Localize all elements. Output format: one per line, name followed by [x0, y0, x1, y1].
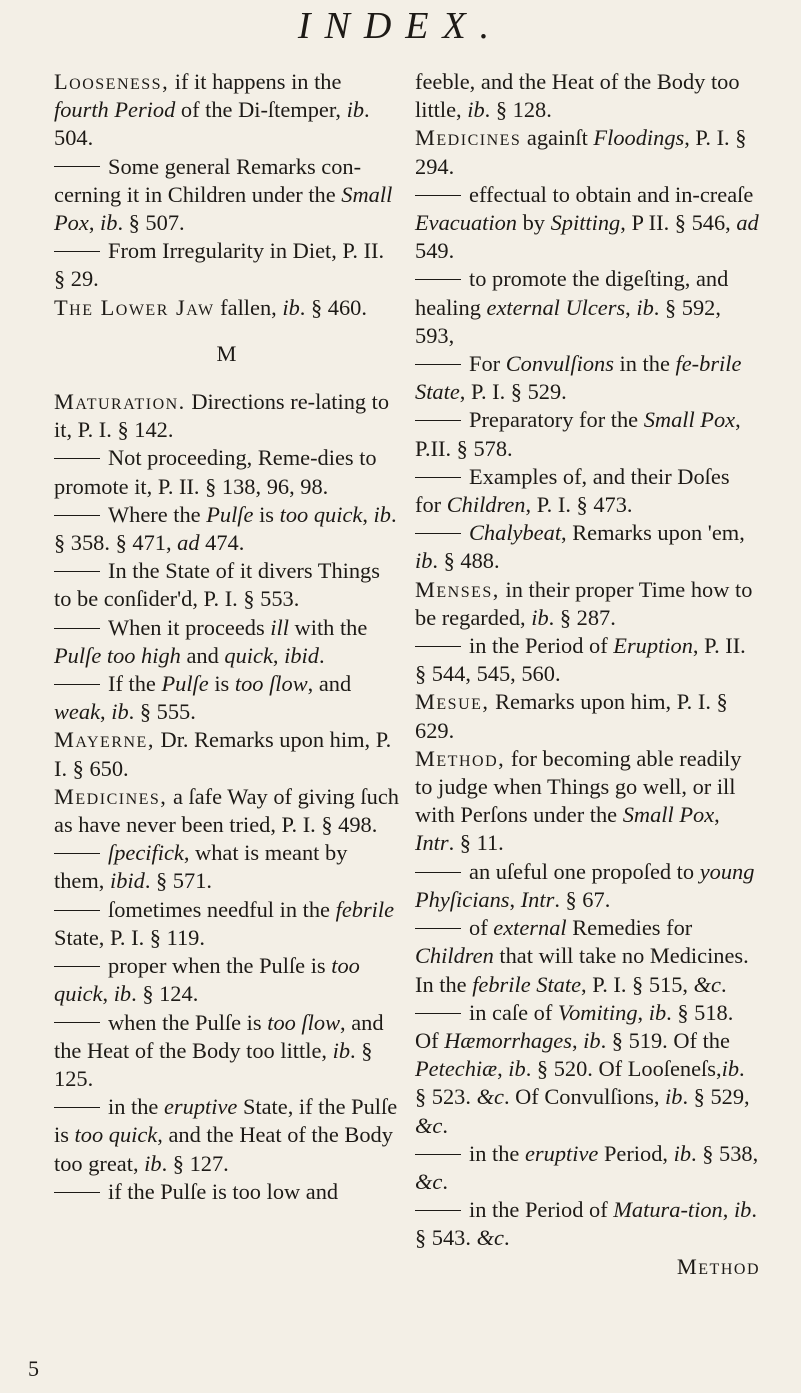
entry-medicines-eruptive: in the eruptive State, if the Pulſe is too quick, and the Heat of the Body too great, ib. § 127. — [54, 1094, 398, 1176]
entry-maturation-things: In the State of it divers Things to be conſider'd, P. I. § 553. — [54, 558, 380, 612]
entry-medicines-floodings: Medicines againſt Floodings, P. I. § 294. — [415, 125, 747, 179]
left-column — [54, 68, 399, 1206]
entry-medicines-examples: Examples of, and their Doſes for Children, P. I. § 473. — [415, 463, 730, 518]
entry-medicines-preparatory: Preparatory for the Small Pox, P.II. § 578. — [415, 407, 741, 461]
page-number: 5 — [28, 1356, 39, 1381]
entry-feeble-cont: feeble, and the Heat of the Body too little, ib. § 128. — [415, 69, 740, 123]
right-column — [415, 68, 760, 1281]
entry-method-vomiting: in caſe of Vomiting, ib. § 518. Of Hæmorrhages, ib. § 519. Of the Petechiæ, ib. § 520. Of Looſeneſs,ib. § 523. &c. Of Convulſions, ib. § 529, &c. — [415, 999, 750, 1138]
entry-medicines-convulsions: For Convulſions in the fe-brile State, P. I. § 529. — [415, 351, 742, 405]
entry-method-physicians: an uſeful one propoſed to young Phyſicians, Intr. § 67. — [415, 858, 755, 912]
page-header: INDEX. — [297, 5, 504, 47]
entry-medicines-slow: when the Pulſe is too ſlow, and the Heat of the Body too little, ib. § 125. — [54, 1009, 384, 1091]
catchword: Method — [676, 1253, 760, 1279]
entry-maturation-slow: If the Pulſe is too ſlow, and weak, ib. § 555. — [54, 671, 352, 725]
entry-medicines-quick: proper when the Pulſe is too quick, ib. § 124. — [54, 953, 360, 1007]
entry-menses: Menses, in their proper Time how to be regarded, ib. § 287. — [415, 576, 753, 630]
entry-maturation-ill: When it proceeds ill with the Pulſe too high and quick, ibid. — [54, 614, 368, 668]
entry-maturation-remedies: Not proceeding, Reme-dies to promote it, P. II. § 138, 96, 98. — [54, 445, 377, 499]
dash — [54, 166, 100, 167]
entry-looseness: Looseness, if it happens in the fourth Period of the Di-ſtemper, ib. 504. — [54, 69, 370, 151]
entry-menses-eruption: in the Period of Eruption, P. II. § 544, 545, 560. — [415, 633, 746, 687]
entry-medicines-spitting: effectual to obtain and in-creaſe Evacuation by Spitting, P II. § 546, ad 549. — [415, 181, 759, 264]
entry-method-maturation: in the Period of Matura-tion, ib. § 543. &c. — [415, 1197, 757, 1251]
entry-medicines-safe: Medicines, a ſafe Way of giving ſuch as have never been tried, P. I. § 498. — [54, 783, 399, 838]
entry-medicines-chalybeat: Chalybeat, Remarks upon 'em, ib. § 488. — [415, 520, 745, 574]
entry-method-judge: Method, for becoming able readily to judge when Things go well, or ill with Perſons under the Small Pox, Intr. § 11. — [415, 745, 742, 856]
entry-medicines-ulcers: to promote the digeſting, and healing external Ulcers, ib. § 592, 593, — [415, 266, 729, 348]
entry-maturation-pulse-quick: Where the Pulſe is too quick, ib. § 358. § 471, ad 474. — [54, 501, 397, 556]
entry-medicines-low: if the Pulſe is too low and — [54, 1178, 399, 1206]
entry-looseness-diet: From Irregularity in Diet, P. II. § 29. — [54, 238, 385, 292]
entry-medicines-specifick: ſpecifick, what is meant by them, ibid. § 571. — [54, 840, 348, 894]
entry-looseness-children: Some general Remarks con-cerning it in Children under the Small Pox, ib. § 507. — [54, 153, 393, 236]
entry-method-external: of external Remedies for Children that will take no Medicines. In the febrile State, P. I. § 515, &c. — [415, 915, 749, 997]
entry-maturation: Maturation. Directions re-lating to it, P. I. § 142. — [54, 389, 390, 443]
entry-mayerne: Mayerne, Dr. Remarks upon him, P. I. § 650. — [54, 727, 392, 781]
entry-method-eruptive: in the eruptive Period, ib. § 538, &c. — [415, 1140, 759, 1194]
entry-mesue: Mesue, Remarks upon him, P. I. § 629. — [415, 689, 728, 743]
entry-lower-jaw: The Lower Jaw fallen, ib. § 460. — [54, 294, 367, 320]
section-letter-m: M — [216, 340, 237, 366]
entry-medicines-febrile: ſometimes needful in the febrile State, P. I. § 119. — [54, 896, 395, 950]
